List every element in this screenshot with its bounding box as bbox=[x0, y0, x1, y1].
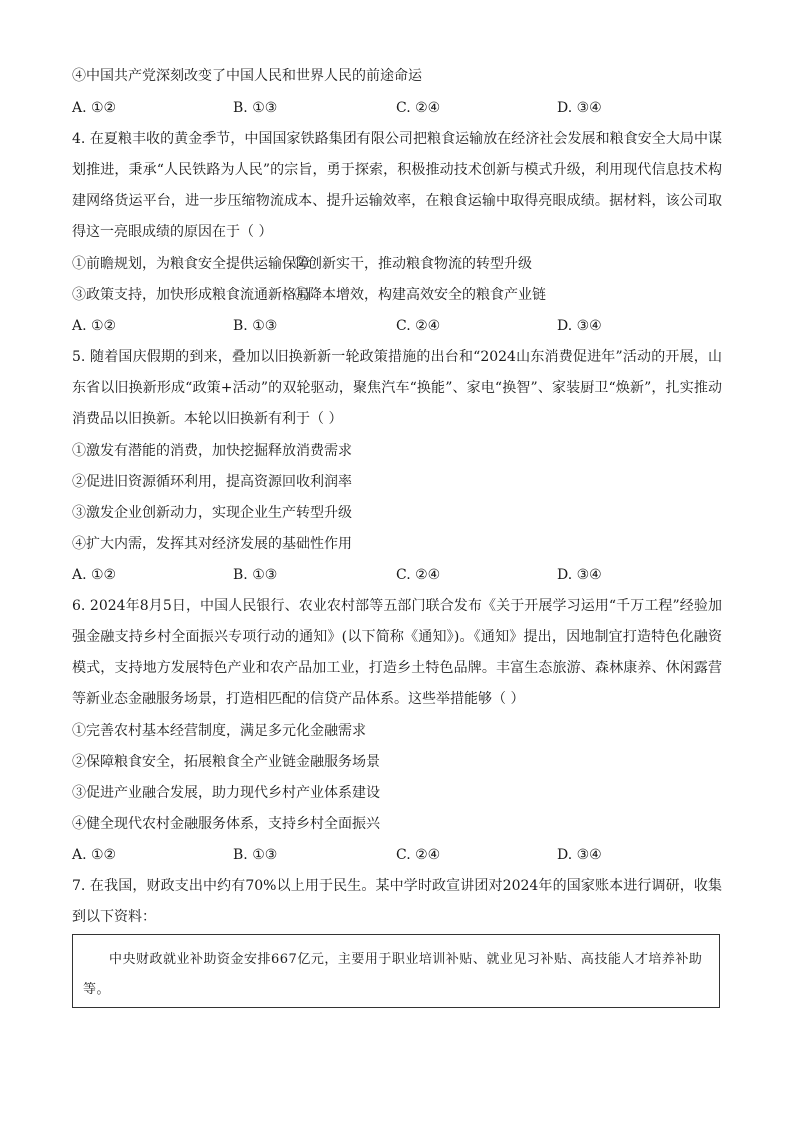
q6-statement-4: ④健全现代农村金融服务体系，支持乡村全面振兴 bbox=[72, 816, 380, 832]
q6-statement-3: ③促进产业融合发展，助力现代乡村产业体系建设 bbox=[72, 785, 380, 801]
option-d: D. ③④ bbox=[557, 567, 602, 583]
q7-material-box bbox=[72, 934, 720, 1008]
option-d: D. ③④ bbox=[557, 318, 602, 334]
q6-options bbox=[72, 845, 722, 865]
q3-options bbox=[72, 98, 722, 118]
q5-statement-4: ④扩大内需，发挥其对经济发展的基础性作用 bbox=[72, 536, 352, 552]
q5-statement-1: ①激发有潜能的消费，加快挖掘释放消费需求 bbox=[72, 443, 352, 459]
q5-stem: 5. 随着国庆假期的到来，叠加以旧换新新一轮政策措施的出台和“2024山东消费促进年”活动的开展，山东省以旧换新形成“政策+活动”的双轮驱动，聚焦汽车“换能”、家电“换智”、家装厨卫“焕新”，扎实推动消费品以旧换新。本轮以旧换新有利于（ ） bbox=[72, 349, 722, 427]
option-b: B. ①③ bbox=[233, 100, 278, 116]
option-a: A. ①② bbox=[72, 318, 117, 334]
option-c: C. ②④ bbox=[396, 847, 441, 863]
q5-statement-2: ②促进旧资源循环利用，提高资源回收利润率 bbox=[72, 474, 352, 490]
option-c: C. ②④ bbox=[396, 318, 441, 334]
q6-stem: 6. 2024年8月5日，中国人民银行、农业农村部等五部门联合发布《关于开展学习运用“千万工程”经验加强金融支持乡村全面振兴专项行动的通知》(以下简称《通知》)。《通知》提出，因地制宜打造特色化融资模式，支持地方发展特色产业和农产品加工业，打造乡土特色品牌。丰富生态旅游、森林康养、休闲露营等新业态金融服务场景，打造相匹配的信贷产品体系。这些举措能够（ ） bbox=[72, 598, 722, 707]
option-b: B. ①③ bbox=[233, 567, 278, 583]
option-b: B. ①③ bbox=[233, 318, 278, 334]
q4-statement-3: ③政策支持，加快形成粮食流通新格局 bbox=[72, 287, 310, 303]
q4-options bbox=[72, 316, 722, 336]
q4-statement-1: ①前瞻规划，为粮食安全提供运输保障 bbox=[72, 256, 310, 272]
q3-statement-4: ④中国共产党深刻改变了中国人民和世界人民的前途命运 bbox=[72, 68, 422, 84]
q5-options bbox=[72, 565, 722, 585]
q6-statement-2: ②保障粮食安全，拓展粮食全产业链金融服务场景 bbox=[72, 754, 380, 770]
option-a: A. ①② bbox=[72, 847, 117, 863]
q6-statement-1: ①完善农村基本经营制度，满足多元化金融需求 bbox=[72, 723, 366, 739]
option-d: D. ③④ bbox=[557, 847, 602, 863]
option-c: C. ②④ bbox=[396, 100, 441, 116]
q4-statement-2: ②创新实干，推动粮食物流的转型升级 bbox=[294, 256, 532, 272]
q5-statement-3: ③激发企业创新动力，实现企业生产转型升级 bbox=[72, 505, 352, 521]
option-c: C. ②④ bbox=[396, 567, 441, 583]
option-a: A. ①② bbox=[72, 567, 117, 583]
q7-material-text: 中央财政就业补助资金安排667亿元，主要用于职业培训补贴、就业见习补贴、高技能人才培养补助等。 bbox=[83, 952, 703, 997]
option-b: B. ①③ bbox=[233, 847, 278, 863]
option-a: A. ①② bbox=[72, 100, 117, 116]
q4-statement-4: ④降本增效，构建高效安全的粮食产业链 bbox=[294, 287, 546, 303]
q4-stem: 4. 在夏粮丰收的黄金季节，中国国家铁路集团有限公司把粮食运输放在经济社会发展和粮食安全大局中谋划推进，秉承“人民铁路为人民”的宗旨，勇于探索，积极推动技术创新与模式升级，利用现代信息技术构建网络货运平台，进一步压缩物流成本、提升运输效率，在粮食运输中取得亮眼成绩。据材料，该公司取得这一亮眼成绩的原因在于（ ） bbox=[72, 131, 722, 240]
q7-stem: 7. 在我国，财政支出中约有70%以上用于民生。某中学时政宣讲团对2024年的国家账本进行调研，收集到以下资料： bbox=[72, 878, 722, 925]
option-d: D. ③④ bbox=[557, 100, 602, 116]
